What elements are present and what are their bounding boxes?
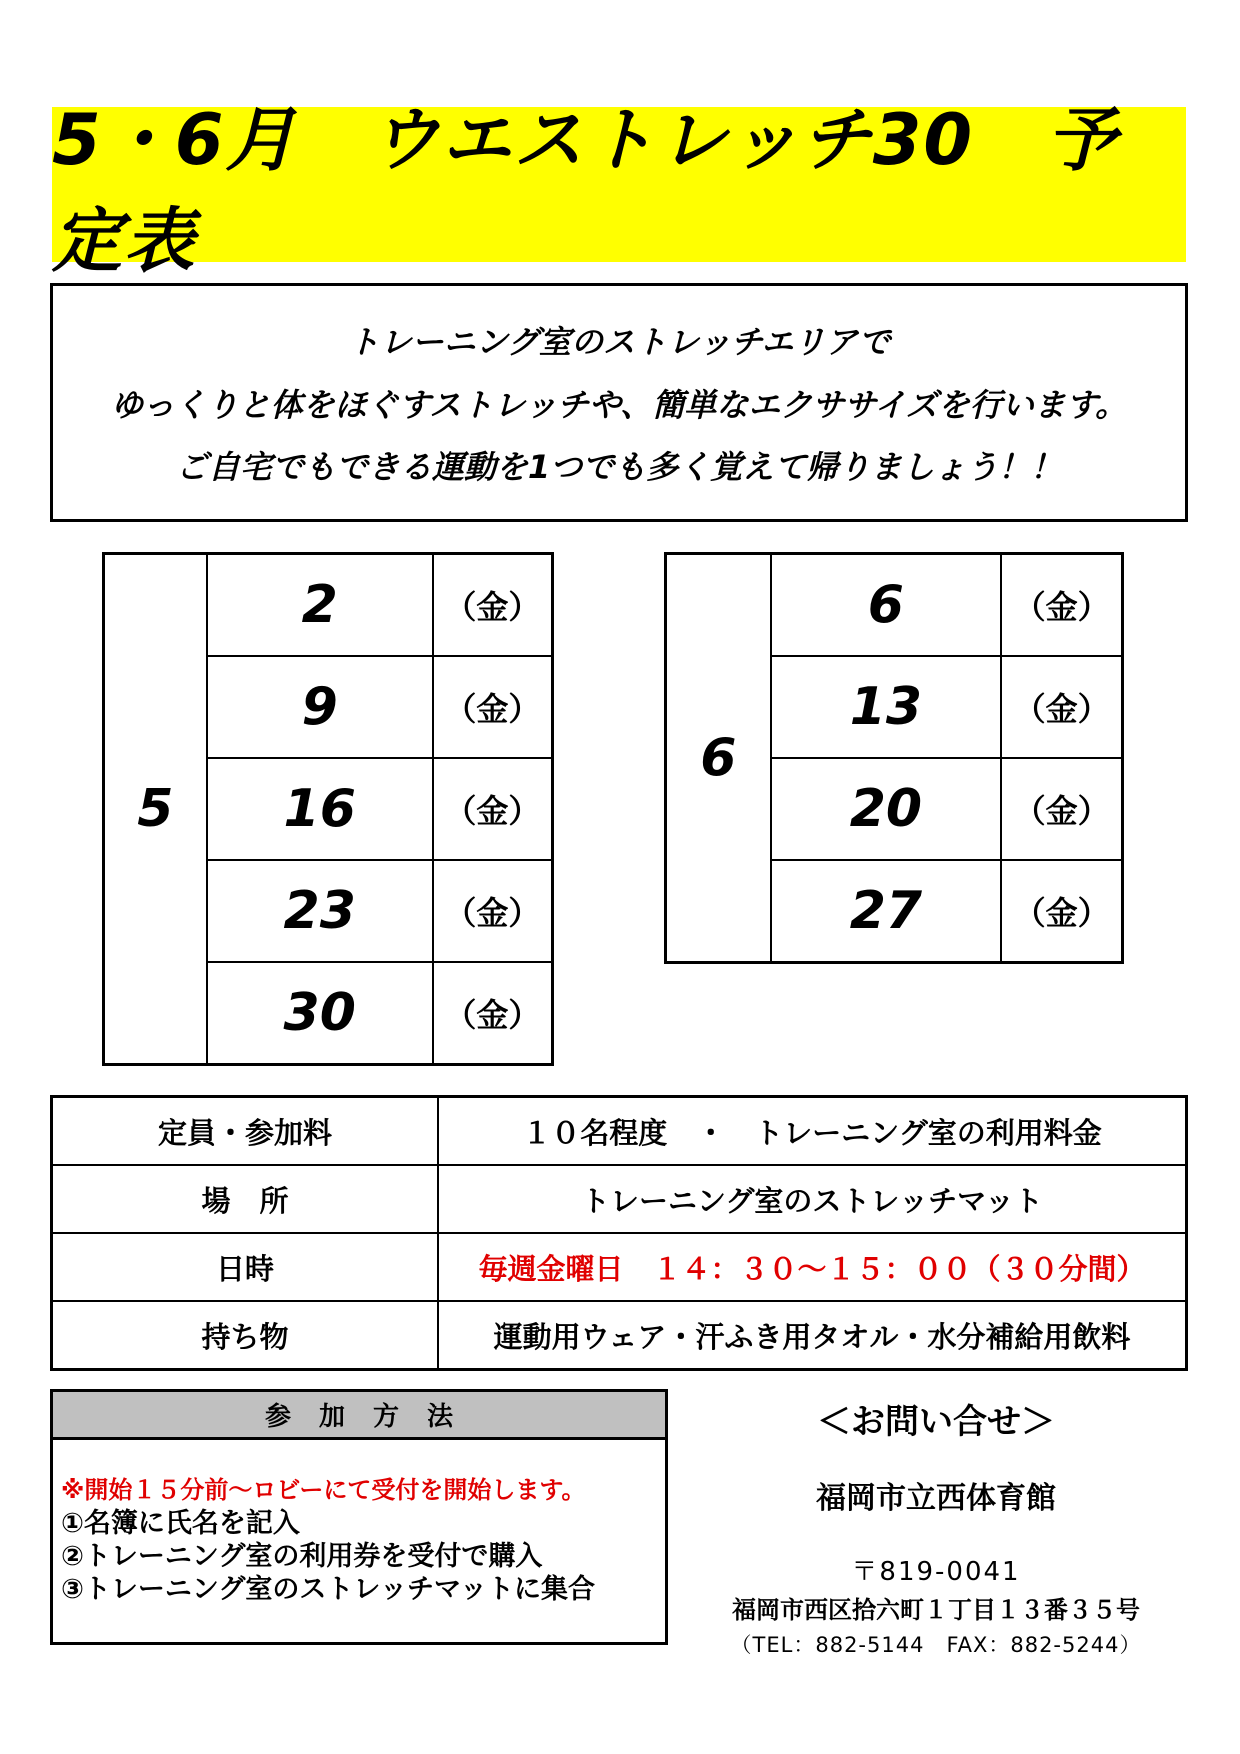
- contact-phone-fax: （TEL：882-5144 FAX：882-5244）: [730, 1633, 1142, 1657]
- participation-note: ※開始１５分前～ロビーにて受付を開始します。: [61, 1476, 586, 1504]
- info-label: 日時: [52, 1233, 439, 1301]
- june-schedule-table: [664, 552, 1124, 964]
- info-value: １０名程度 ・ トレーニング室の利用料金: [438, 1097, 1187, 1166]
- may-schedule-table: [102, 552, 554, 1066]
- table-row: [104, 554, 553, 657]
- weekday-cell: （金）: [433, 962, 553, 1065]
- info-row-belongings: [52, 1301, 1187, 1370]
- day-cell: 30: [207, 962, 433, 1065]
- title-banner: [52, 98, 1186, 282]
- day-cell: 27: [771, 860, 1002, 963]
- contact-address: 福岡市西区拾六町１丁目１３番３５号: [732, 1596, 1140, 1624]
- weekday-cell: （金）: [433, 860, 553, 962]
- participation-body: [53, 1440, 665, 1606]
- day-cell: 13: [771, 656, 1002, 758]
- weekday-cell: （金）: [1001, 758, 1122, 860]
- month-cell: 6: [666, 554, 771, 963]
- info-value: トレーニング室のストレッチマット: [438, 1165, 1187, 1233]
- month-cell: 5: [104, 554, 207, 1065]
- info-row-datetime: [52, 1233, 1187, 1301]
- weekday-cell: （金）: [1001, 860, 1122, 963]
- day-cell: 6: [771, 554, 1002, 657]
- weekday-cell: （金）: [433, 758, 553, 860]
- info-row-capacity: [52, 1097, 1187, 1166]
- info-label: 場 所: [52, 1165, 439, 1233]
- participation-step-1: ①名簿に氏名を記入: [61, 1508, 300, 1539]
- page-title: 5・6月 ウエストレッチ30 予定表: [52, 98, 1119, 282]
- day-cell: 20: [771, 758, 1002, 860]
- participation-step-2: ②トレーニング室の利用券を受付で購入: [61, 1541, 543, 1572]
- participation-step-3: ③トレーニング室のストレッチマットに集合: [61, 1574, 595, 1605]
- participation-heading: 参加方法: [53, 1392, 665, 1440]
- intro-line-2: ゆっくりと体をほぐすストレッチや、簡単なエクササイズを行います。: [110, 385, 1128, 424]
- contact-zip: 〒819-0041: [851, 1557, 1021, 1587]
- day-cell: 2: [207, 554, 433, 657]
- table-row: [666, 554, 1123, 657]
- day-cell: 9: [207, 656, 433, 758]
- participation-box: [50, 1389, 668, 1645]
- day-cell: 16: [207, 758, 433, 860]
- weekday-cell: （金）: [1001, 554, 1122, 657]
- contact-block: [676, 1392, 1196, 1657]
- info-table: [50, 1095, 1188, 1371]
- info-value: 運動用ウェア・汗ふき用タオル・水分補給用飲料: [438, 1301, 1187, 1370]
- intro-line-3: ご自宅でもできる運動を1つでも多く覚えて帰りましょう！！: [175, 448, 1063, 487]
- contact-organization: 福岡市立西体育館: [816, 1481, 1056, 1516]
- info-row-place: [52, 1165, 1187, 1233]
- weekday-cell: （金）: [433, 554, 553, 657]
- weekday-cell: （金）: [433, 656, 553, 758]
- info-value: 毎週金曜日 １４：３０～１５：００（３０分間）: [438, 1233, 1187, 1301]
- intro-box: [50, 283, 1188, 522]
- info-label: 持ち物: [52, 1301, 439, 1370]
- day-cell: 23: [207, 860, 433, 962]
- weekday-cell: （金）: [1001, 656, 1122, 758]
- contact-heading: ＜お問い合せ＞: [817, 1402, 1055, 1442]
- info-label: 定員・参加料: [52, 1097, 439, 1166]
- intro-line-1: トレーニング室のストレッチエリアで: [347, 322, 891, 361]
